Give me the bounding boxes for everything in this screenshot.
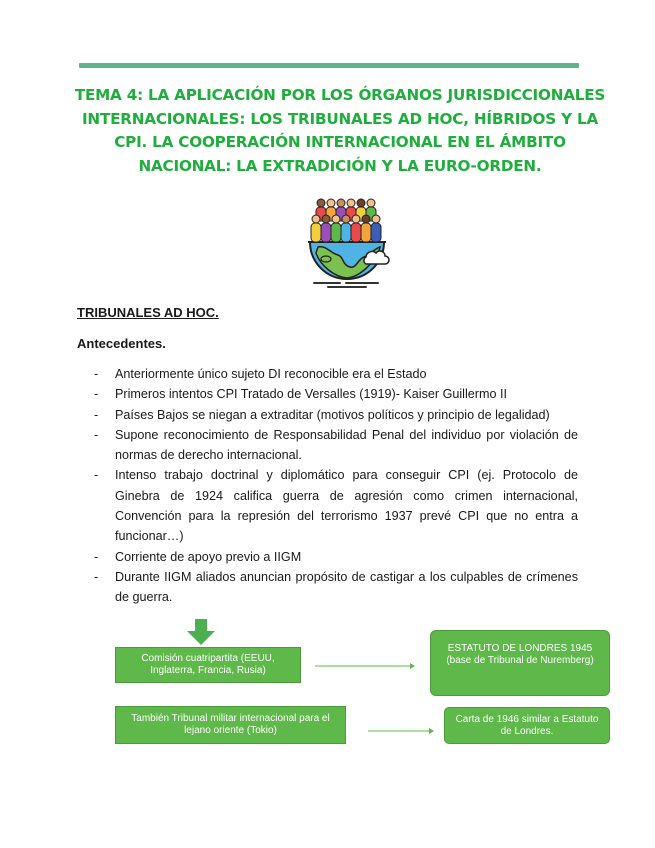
list-item: - Intenso trabajo doctrinal y diplomático para conseguir CPI (ej. Protocolo de Ginebra de 1924 califica guerra de agresión como crimen internacional, Convención para la represión del terrorismo 1937 prevé CPI que no entra a funcionar…) — [94, 468, 578, 544]
list-item: - Supone reconocimiento de Responsabilidad Penal del individuo por violación de normas de derecho internacional. — [94, 427, 578, 463]
list-item: - Primeros intentos CPI Tratado de Versalles (1919)- Kaiser Guillermo II — [94, 387, 507, 402]
page-title: TEMA 4: LA APLICACIÓN POR LOS ÓRGANOS JURISDICCIONALES INTERNACIONALES: LOS TRIBUNALES AD HOC, HÍBRIDOS Y LA CPI. LA COOPERACIÓN INTERNACIONAL EN EL ÁMBITO NACIONAL: LA EXTRADICIÓN Y LA EURO-ORDEN. — [74, 86, 606, 175]
list-item: - Anteriormente único sujeto DI reconocible era el Estado — [94, 367, 427, 381]
list-item: - Durante IIGM aliados anuncian propósito de castigar a los culpables de crímenes de guerra. — [94, 569, 578, 605]
diagram-box-tokyo-tribunal: También Tribunal militar internacional para el lejano oriente (Tokio) — [115, 706, 346, 744]
bullet-list — [94, 364, 578, 608]
list-item: - Países Bajos se niegan a extraditar (motivos políticos y principio de legalidad) — [94, 407, 550, 422]
diagram-box-london-statute: ESTATUTO DE LONDRES 1945 (base de Tribunal de Nuremberg) — [430, 630, 610, 696]
people-on-globe-icon — [300, 195, 395, 290]
header-divider — [79, 63, 579, 68]
arrow-right-icon — [315, 660, 415, 672]
diagram-box-commission: Comisión cuatripartita (EEUU, Inglaterra, Francia, Rusia) — [115, 647, 301, 683]
section-heading: TRIBUNALES AD HOC. — [77, 305, 219, 320]
arrow-right-icon — [368, 725, 434, 737]
arrow-down-icon — [187, 619, 215, 645]
list-item: - Corriente de apoyo previo a IIGM — [94, 549, 302, 564]
section-subheading: Antecedentes. — [77, 336, 166, 351]
diagram-box-charter-1946: Carta de 1946 similar a Estatuto de Londres. — [444, 707, 610, 744]
